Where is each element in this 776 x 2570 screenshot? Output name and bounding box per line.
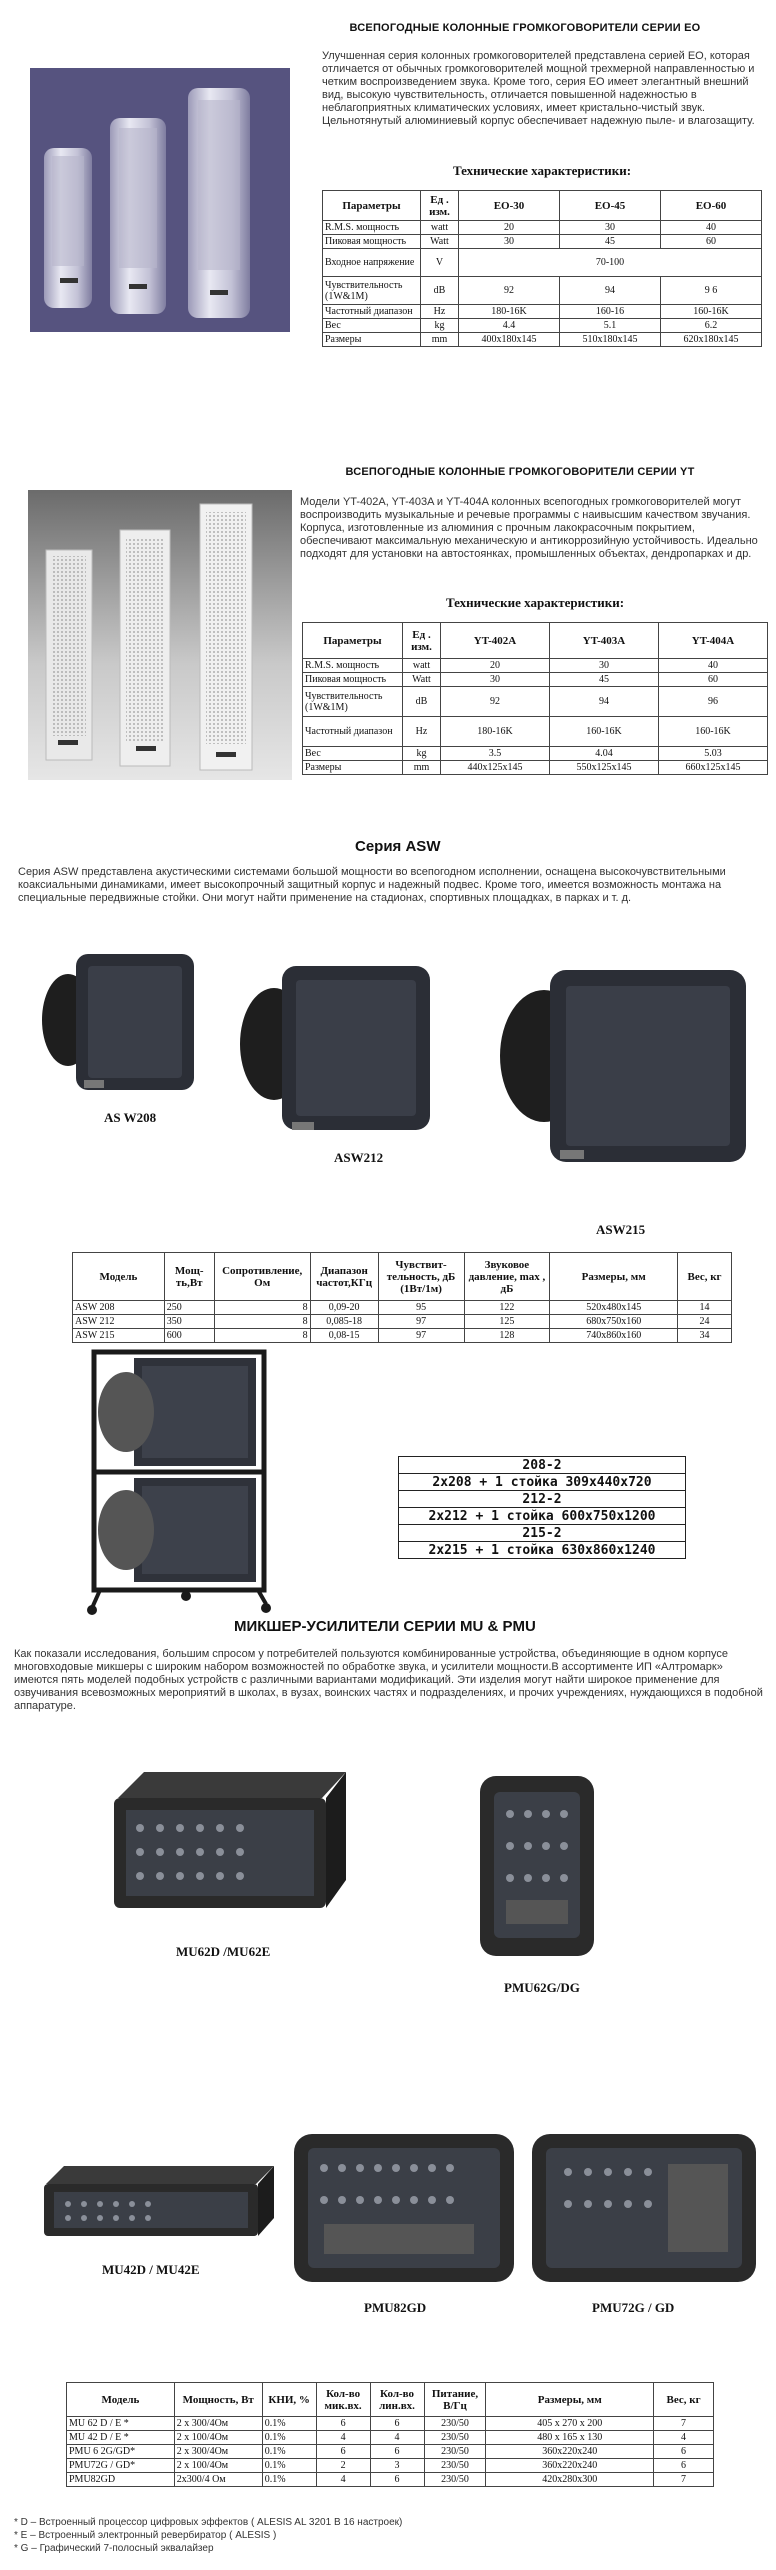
table-row <box>303 687 768 717</box>
table-cell: 0,09-20 <box>310 1301 378 1315</box>
table-cell: 620х180х145 <box>661 333 762 347</box>
table-cell: 230/50 <box>424 2431 486 2445</box>
table-cell: Вес <box>303 747 403 761</box>
table-cell: Входное напряжение <box>323 249 421 277</box>
asw208-caption: AS W208 <box>104 1110 157 1125</box>
table-cell: 405 х 270 х 200 <box>486 2417 654 2431</box>
table-row <box>303 761 768 775</box>
table-cell: 0,085-18 <box>310 1315 378 1329</box>
mu42d-mixer-image <box>38 2162 278 2242</box>
col-header: КНИ, % <box>262 2383 316 2417</box>
asw-description: Серия ASW представлена акустическими системами большой мощности во всепогодном исполнении, оснащена высокочувствительными коаксиальными динамиками, имеет высокопрочный защитный корпус и надежный подвес. Кроме того, имеется возможность монтажа на специальные передвижные стойки. Они могут найти применение на стадионах, спортивных площадках, в парках и т. д. <box>18 866 726 904</box>
col-header: Чувствит-тельность, дБ (1Вт/1м) <box>378 1253 464 1301</box>
table-cell: 0.1% <box>262 2473 316 2487</box>
table-cell: 4 <box>654 2431 714 2445</box>
table-cell: Watt <box>421 235 459 249</box>
table-row <box>399 1474 686 1491</box>
col-header: EO-60 <box>661 191 762 221</box>
asw-spec-table <box>72 1252 732 1343</box>
table-cell: Hz <box>403 717 441 747</box>
table-cell: 2х215 + 1 стойка 630х860х1240 <box>399 1542 686 1559</box>
yt-tech-title: Технические характеристики: <box>445 595 625 610</box>
table-row <box>399 1491 686 1508</box>
table-row <box>323 305 762 319</box>
table-cell: 122 <box>464 1301 550 1315</box>
table-cell: kg <box>421 319 459 333</box>
table-cell: 160-16K <box>659 717 768 747</box>
table-cell: 5.03 <box>659 747 768 761</box>
table-cell: 180-16K <box>459 305 560 319</box>
col-header: Параметры <box>303 623 403 659</box>
table-cell: 250 <box>164 1301 214 1315</box>
table-cell: V <box>421 249 459 277</box>
asw215-speaker-image <box>496 960 752 1200</box>
table-cell: Частотный диапазон <box>323 305 421 319</box>
mu-footnotes <box>14 2516 754 2555</box>
col-header: Звуковое давление, max , дБ <box>464 1253 550 1301</box>
table-cell: 95 <box>378 1301 464 1315</box>
eo-spec-table <box>322 190 762 347</box>
table-cell: 30 <box>459 235 560 249</box>
table-cell: Пиковая мощность <box>323 235 421 249</box>
col-header: Ед . изм. <box>403 623 441 659</box>
pmu62g-caption: PMU62G/DG <box>504 1980 580 1995</box>
asw208-speaker-image <box>40 940 200 1120</box>
asw212-caption: ASW212 <box>334 1150 384 1165</box>
pmu82gd-mixer-image <box>290 2128 518 2290</box>
table-cell: 6 <box>654 2445 714 2459</box>
table-cell: 600 <box>164 1329 214 1343</box>
table-cell: R.M.S. мощность <box>323 221 421 235</box>
mu-spec-table <box>66 2382 714 2487</box>
table-cell: 4 <box>370 2431 424 2445</box>
table-cell: 125 <box>464 1315 550 1329</box>
col-header: Размеры, мм <box>486 2383 654 2417</box>
table-row <box>323 319 762 333</box>
table-cell: 40 <box>661 221 762 235</box>
table-row <box>323 333 762 347</box>
table-cell: 360х220х240 <box>486 2459 654 2473</box>
table-cell: Размеры <box>323 333 421 347</box>
table-cell: R.M.S. мощность <box>303 659 403 673</box>
table-cell: ASW 212 <box>73 1315 165 1329</box>
table-cell: 208-2 <box>399 1457 686 1474</box>
table-cell: 34 <box>678 1329 732 1343</box>
table-cell: 3.5 <box>441 747 550 761</box>
table-cell: 230/50 <box>424 2417 486 2431</box>
table-cell: 160-16K <box>550 717 659 747</box>
table-cell: 480 х 165 х 130 <box>486 2431 654 2445</box>
table-cell: Размеры <box>303 761 403 775</box>
table-cell: 2х300/4 Ом <box>174 2473 262 2487</box>
table-cell: 350 <box>164 1315 214 1329</box>
table-cell: 0.1% <box>262 2431 316 2445</box>
table-cell: 60 <box>661 235 762 249</box>
table-cell: 0.1% <box>262 2459 316 2473</box>
col-header: EO-45 <box>560 191 661 221</box>
table-cell: 96 <box>659 687 768 717</box>
table-cell: 6.2 <box>661 319 762 333</box>
col-header: Питание, В/Гц <box>424 2383 486 2417</box>
table-cell: 510х180х145 <box>560 333 661 347</box>
table-cell: 6 <box>316 2417 370 2431</box>
table-cell: watt <box>403 659 441 673</box>
table-cell: 5.1 <box>560 319 661 333</box>
table-cell: Чувствительность (1W&1M) <box>303 687 403 717</box>
mu62d-mixer-image <box>100 1768 352 1918</box>
table-cell: Чувствительность (1W&1M) <box>323 277 421 305</box>
table-row <box>67 2473 714 2487</box>
table-cell: Вес <box>323 319 421 333</box>
table-cell: 0,08-15 <box>310 1329 378 1343</box>
table-cell: 212-2 <box>399 1491 686 1508</box>
mu62-caption: MU62D /MU62E <box>176 1944 271 1959</box>
table-row <box>67 2445 714 2459</box>
asw215-caption: ASW215 <box>596 1222 646 1237</box>
table-row <box>323 235 762 249</box>
table-cell: 6 <box>316 2445 370 2459</box>
table-cell: 2х212 + 1 стойка 600х750х1200 <box>399 1508 686 1525</box>
table-cell: 30 <box>441 673 550 687</box>
col-header: YT-402A <box>441 623 550 659</box>
table-row <box>399 1457 686 1474</box>
mu-title: МИКШЕР-УСИЛИТЕЛИ СЕРИИ MU & PMU <box>234 1618 536 1635</box>
table-cell: Пиковая мощность <box>303 673 403 687</box>
table-cell: 8 <box>214 1329 310 1343</box>
table-cell: 180-16K <box>441 717 550 747</box>
table-row <box>399 1542 686 1559</box>
table-cell: 215-2 <box>399 1525 686 1542</box>
table-cell: 6 <box>370 2417 424 2431</box>
table-cell: 45 <box>550 673 659 687</box>
yt-spec-table <box>302 622 768 775</box>
asw-kits-table <box>398 1456 686 1559</box>
table-cell: 6 <box>654 2459 714 2473</box>
yt-columns-image <box>28 490 292 780</box>
col-header: Вес, кг <box>678 1253 732 1301</box>
table-cell: 420х280х300 <box>486 2473 654 2487</box>
table-cell: 2 х 300/4Ом <box>174 2445 262 2459</box>
table-cell: 160-16 <box>560 305 661 319</box>
table-row <box>73 1301 732 1315</box>
table-cell: 2 х 300/4Ом <box>174 2417 262 2431</box>
table-cell: ASW 215 <box>73 1329 165 1343</box>
table-cell: 3 <box>370 2459 424 2473</box>
yt-title: ВСЕПОГОДНЫЕ КОЛОННЫЕ ГРОМКОГОВОРИТЕЛИ СЕРИИ YT <box>345 466 695 478</box>
table-cell: MU 42 D / E * <box>67 2431 175 2445</box>
eo-description: Улучшенная серия колонных громкоговорителей представлена серией EO, которая отличается от обычных громкоговорителей мощной трехмерной направленностью и четким воспроизведением звука. Кроме того, серия EO имеет элегантный внешний вид, высокую чувствительность, отличается повышенной надежностью в неблагоприятных климатических условиях, имеет кристально-чистый звук. Цельнотянутый алюминиевый корпус обеспечивает надежную пыле- и влагозащиту. <box>322 50 755 127</box>
table-cell: 230/50 <box>424 2459 486 2473</box>
table-cell: 30 <box>560 221 661 235</box>
table-row <box>67 2459 714 2473</box>
table-cell: 8 <box>214 1301 310 1315</box>
col-header: Мощ-ть,Вт <box>164 1253 214 1301</box>
pmu72g-caption: PMU72G / GD <box>592 2300 675 2315</box>
table-cell: 20 <box>459 221 560 235</box>
table-row <box>73 1329 732 1343</box>
eo-title: ВСЕПОГОДНЫЕ КОЛОННЫЕ ГРОМКОГОВОРИТЕЛИ СЕРИИ EO <box>349 22 701 34</box>
table-cell: 0.1% <box>262 2417 316 2431</box>
table-cell: 440х125х145 <box>441 761 550 775</box>
table-cell: ASW 208 <box>73 1301 165 1315</box>
table-cell: 97 <box>378 1329 464 1343</box>
table-cell: watt <box>421 221 459 235</box>
col-header: Модель <box>73 1253 165 1301</box>
table-cell: 6 <box>370 2445 424 2459</box>
table-cell: 360х220х240 <box>486 2445 654 2459</box>
table-cell: 400х180х145 <box>459 333 560 347</box>
table-cell: 230/50 <box>424 2445 486 2459</box>
table-cell: 740х860х160 <box>550 1329 678 1343</box>
table-cell: mm <box>421 333 459 347</box>
table-cell: 2 <box>316 2459 370 2473</box>
mu42-caption: MU42D / MU42E <box>102 2262 200 2277</box>
pmu82gd-caption: PMU82GD <box>364 2300 427 2315</box>
asw-rack-image <box>86 1346 272 1616</box>
table-cell: 94 <box>550 687 659 717</box>
table-row <box>303 717 768 747</box>
table-cell: 24 <box>678 1315 732 1329</box>
table-row <box>399 1525 686 1542</box>
eo-columns-image <box>30 68 290 332</box>
table-row <box>303 659 768 673</box>
table-cell: 128 <box>464 1329 550 1343</box>
col-header: EO-30 <box>459 191 560 221</box>
table-row <box>303 747 768 761</box>
pmu72g-mixer-image <box>528 2128 760 2288</box>
table-cell: 160-16K <box>661 305 762 319</box>
table-row <box>73 1315 732 1329</box>
table-cell: dB <box>403 687 441 717</box>
table-cell: Частотный диапазон <box>303 717 403 747</box>
table-cell: 4 <box>316 2473 370 2487</box>
col-header: YT-403A <box>550 623 659 659</box>
table-cell: 520х480х145 <box>550 1301 678 1315</box>
table-cell: 4 <box>316 2431 370 2445</box>
table-cell: 92 <box>459 277 560 305</box>
table-cell: Hz <box>421 305 459 319</box>
col-header: Кол-во мик.вх. <box>316 2383 370 2417</box>
table-cell: 660х125х145 <box>659 761 768 775</box>
table-cell: 60 <box>659 673 768 687</box>
col-header: Мощность, Вт <box>174 2383 262 2417</box>
table-cell: 6 <box>370 2473 424 2487</box>
table-cell: 2х208 + 1 стойка 309х440х720 <box>399 1474 686 1491</box>
table-cell: 8 <box>214 1315 310 1329</box>
table-cell: 4.04 <box>550 747 659 761</box>
table-cell: 7 <box>654 2473 714 2487</box>
table-row <box>323 249 762 277</box>
table-cell: Watt <box>403 673 441 687</box>
yt-description: Модели YT-402A, YT-403A и YT-404A колонных всепогодных громкоговорителей могут воспроизводить музыкальные и речевые программы с наивысшим качеством звучания. Корпуса, изготовленные из алюминия с прочным лакокрасочным покрытием, обеспечивают максимальную механическую и антикоррозийную устойчивость. Идеально подходят для установки на автостоянках, промышленных объектах, дендропарках и др. <box>300 496 758 560</box>
table-cell: 680х750х160 <box>550 1315 678 1329</box>
table-cell: 20 <box>441 659 550 673</box>
table-cell: 70-100 <box>459 249 762 277</box>
table-cell: 0.1% <box>262 2445 316 2459</box>
footnote-e: * E – Встроенный электронный ревербиратор ( ALESIS ) <box>14 2530 277 2541</box>
col-header: Модель <box>67 2383 175 2417</box>
table-cell: 4.4 <box>459 319 560 333</box>
yt-speakers-photo <box>28 490 292 780</box>
col-header: Диапазон частот,КГц <box>310 1253 378 1301</box>
pmu62g-mixer-image <box>476 1770 598 1962</box>
table-cell: 7 <box>654 2417 714 2431</box>
table-cell: 45 <box>560 235 661 249</box>
table-cell: 14 <box>678 1301 732 1315</box>
table-cell: kg <box>403 747 441 761</box>
col-header: Сопротивление, Ом <box>214 1253 310 1301</box>
table-cell: 30 <box>550 659 659 673</box>
eo-speakers-photo <box>30 68 290 332</box>
table-cell: 230/50 <box>424 2473 486 2487</box>
table-cell: PMU 6 2G/GD* <box>67 2445 175 2459</box>
table-row <box>67 2431 714 2445</box>
table-cell: 94 <box>560 277 661 305</box>
table-row <box>323 221 762 235</box>
col-header: Размеры, мм <box>550 1253 678 1301</box>
eo-tech-title: Технические характеристики: <box>452 163 632 178</box>
col-header: Вес, кг <box>654 2383 714 2417</box>
footnote-g: * G – Графический 7-полосный эквалайзер <box>14 2543 214 2554</box>
col-header: Параметры <box>323 191 421 221</box>
table-cell: dB <box>421 277 459 305</box>
asw-title: Серия ASW <box>355 838 441 855</box>
table-cell: 97 <box>378 1315 464 1329</box>
footnote-d: * D – Встроенный процессор цифровых эффектов ( ALESIS AL 3201 В 16 настроек) <box>14 2517 403 2528</box>
table-cell: mm <box>403 761 441 775</box>
table-cell: PMU82GD <box>67 2473 175 2487</box>
asw212-speaker-image <box>236 954 436 1164</box>
table-cell: 9 6 <box>661 277 762 305</box>
table-cell: MU 62 D / E * <box>67 2417 175 2431</box>
col-header: YT-404A <box>659 623 768 659</box>
table-cell: 40 <box>659 659 768 673</box>
table-row <box>67 2417 714 2431</box>
col-header: Кол-во лин.вх. <box>370 2383 424 2417</box>
table-cell: 2 х 100/4Ом <box>174 2459 262 2473</box>
table-row <box>399 1508 686 1525</box>
table-cell: PMU72G / GD* <box>67 2459 175 2473</box>
table-cell: 550х125х145 <box>550 761 659 775</box>
mu-description: Как показали исследования, большим спросом у потребителей пользуются комбинированные устройства, объединяющие в одном корпусе многовходовые микшеры с широким набором возможностей по обработке звука, и усилители мощности.В ассортименте ИП «Алтромарк» имеются пять моделей подобных устройств с различными вариантами модификаций. Эти изделия могут найти широкое применение для озвучивания всевозможных мероприятий в школах, в вузах, воинских частях и подразделениях, и прочих учреждениях, нуждающихся в подобной аппаратуре. <box>14 1648 763 1712</box>
table-row <box>303 673 768 687</box>
table-row <box>323 277 762 305</box>
col-header: Ед . изм. <box>421 191 459 221</box>
table-cell: 2 х 100/4Ом <box>174 2431 262 2445</box>
table-cell: 92 <box>441 687 550 717</box>
